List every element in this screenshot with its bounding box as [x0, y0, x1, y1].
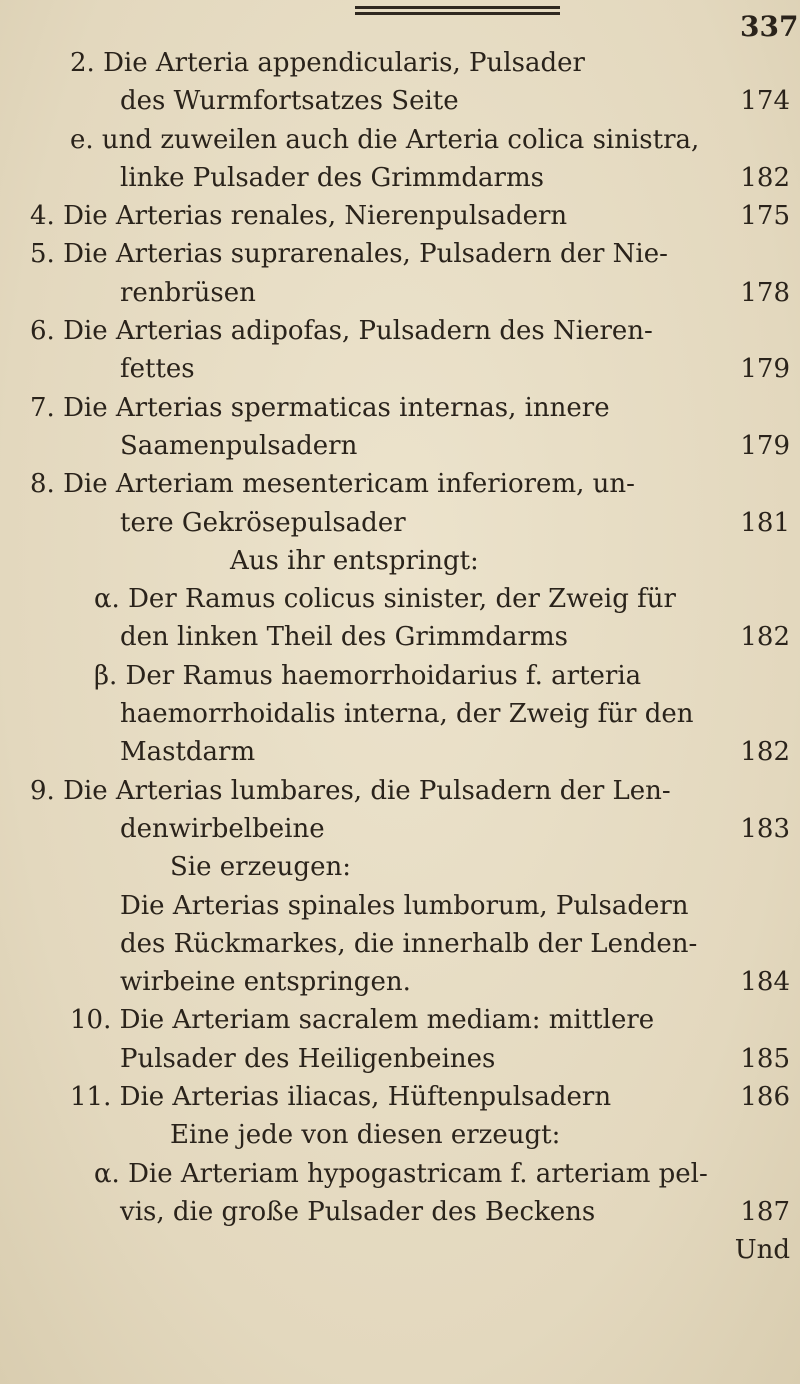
line-text: haemorrhoidalis interna, der Zweig für den — [120, 699, 694, 730]
page-reference: 187 — [740, 1196, 790, 1227]
line-text: linke Pulsader des Grimmdarms — [120, 162, 544, 193]
text-line — [30, 235, 790, 273]
line-text: Die Arterias spinales lumborum, Pulsadern — [120, 890, 689, 921]
line-text: 8. Die Arteriam mesentericam inferiorem, un- — [30, 469, 635, 500]
line-text: des Rückmarkes, die innerhalb der Lenden- — [120, 928, 698, 959]
line-text: Pulsader des Heiligenbeines — [120, 1043, 496, 1074]
text-line — [30, 963, 790, 1001]
line-text: vis, die große Pulsader des Beckens — [120, 1196, 596, 1227]
line-text: Saamenpulsadern — [120, 430, 358, 461]
text-line — [30, 887, 790, 925]
line-text: 7. Die Arterias spermaticas internas, innere — [30, 392, 610, 423]
text-line — [30, 1193, 790, 1231]
line-text: e. und zuweilen auch die Arteria colica sinistra, — [70, 124, 700, 155]
text-line — [30, 121, 790, 159]
line-text: renbrüsen — [120, 277, 256, 308]
page-reference: 186 — [740, 1082, 790, 1113]
page-reference: 182 — [740, 737, 790, 768]
index-text — [30, 44, 790, 1270]
text-line — [30, 1116, 790, 1154]
page-reference: 174 — [740, 86, 790, 117]
line-text: Sie erzeugen: — [170, 852, 351, 883]
line-text: 6. Die Arterias adipofas, Pulsadern des Nieren- — [30, 316, 653, 347]
text-line — [30, 1040, 790, 1078]
text-line — [30, 810, 790, 848]
line-text: tere Gekrösepulsader — [120, 507, 406, 538]
text-line — [30, 159, 790, 197]
text-line — [30, 733, 790, 771]
page-reference: 181 — [740, 507, 790, 538]
text-line — [30, 274, 790, 312]
line-text: den linken Theil des Grimmdarms — [120, 622, 568, 653]
line-text: Aus ihr entspringt: — [230, 545, 479, 576]
line-text: denwirbelbeine — [120, 813, 325, 844]
text-line — [30, 925, 790, 963]
page-reference: 179 — [740, 354, 790, 385]
text-line — [30, 312, 790, 350]
text-line — [30, 772, 790, 810]
text-line — [30, 197, 790, 235]
line-text: 10. Die Arteriam sacralem mediam: mittlere — [70, 1005, 655, 1036]
text-line — [30, 350, 790, 388]
line-text: 5. Die Arterias suprarenales, Pulsadern der Nie- — [30, 239, 668, 270]
page-reference: 179 — [740, 430, 790, 461]
page-reference: 182 — [740, 622, 790, 653]
line-text: α. Die Arteriam hypogastricam f. arteriam pel- — [94, 1158, 708, 1189]
text-line — [30, 542, 790, 580]
line-text: 9. Die Arterias lumbares, die Pulsadern der Len- — [30, 775, 671, 806]
line-text: 4. Die Arterias renales, Nierenpulsadern — [30, 201, 568, 232]
text-line — [30, 427, 790, 465]
text-line — [30, 82, 790, 120]
text-line — [30, 1078, 790, 1116]
line-text: Und — [734, 1235, 790, 1266]
header-rule — [355, 6, 560, 16]
text-line — [30, 1155, 790, 1193]
page-number: 337 — [740, 10, 799, 43]
line-text: Eine jede von diesen erzeugt: — [170, 1120, 561, 1151]
text-line — [30, 695, 790, 733]
page-reference: 175 — [740, 201, 790, 232]
text-line — [30, 44, 790, 82]
text-line — [30, 389, 790, 427]
line-text: fettes — [120, 354, 195, 385]
line-text: β. Der Ramus haemorrhoidarius f. arteria — [94, 660, 642, 691]
line-text: Mastdarm — [120, 737, 256, 768]
page-reference: 182 — [740, 162, 790, 193]
text-line — [30, 504, 790, 542]
text-line — [30, 657, 790, 695]
text-line — [30, 848, 790, 886]
page-reference: 183 — [740, 813, 790, 844]
text-line — [30, 580, 790, 618]
page-reference: 185 — [740, 1043, 790, 1074]
line-text: α. Der Ramus colicus sinister, der Zweig für — [94, 584, 676, 615]
text-line — [30, 1001, 790, 1039]
page-reference: 178 — [740, 277, 790, 308]
line-text: des Wurmfortsatzes Seite — [120, 86, 459, 117]
line-text: wirbeine entspringen. — [120, 967, 411, 998]
text-line — [30, 618, 790, 656]
line-text: 11. Die Arterias iliacas, Hüftenpulsadern — [70, 1082, 612, 1113]
text-line — [30, 1231, 790, 1269]
page-reference: 184 — [740, 967, 790, 998]
line-text: 2. Die Arteria appendicularis, Pulsader — [70, 48, 585, 78]
text-line — [30, 465, 790, 503]
